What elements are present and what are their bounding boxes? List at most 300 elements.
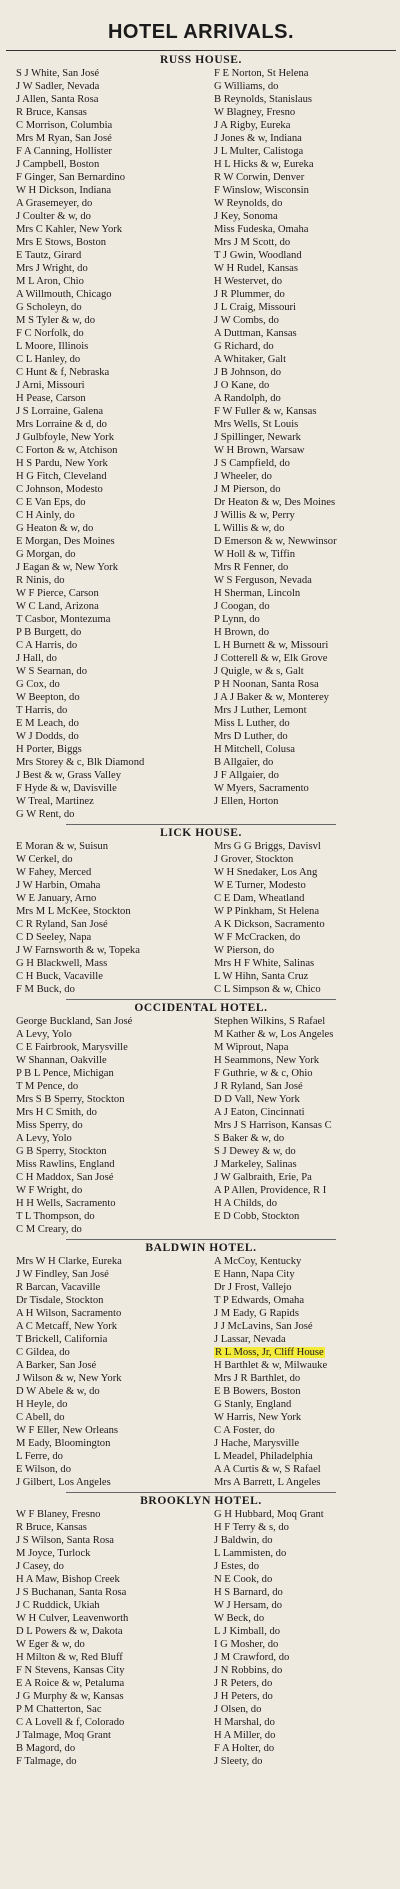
arrival-row — [6, 1268, 396, 1281]
arrival-row — [6, 444, 396, 457]
arrival-right: J Markeley, Salinas — [214, 1159, 297, 1170]
arrival-right: Mrs R Fenner, do — [214, 562, 289, 573]
arrival-row — [6, 1041, 396, 1054]
arrival-right: J M Pierson, do — [214, 484, 281, 495]
arrival-row — [6, 1450, 396, 1463]
arrival-row — [6, 366, 396, 379]
arrival-row — [6, 145, 396, 158]
arrival-row — [6, 1411, 396, 1424]
arrival-left: J Talmage, Moq Grant — [16, 1730, 111, 1741]
arrival-left: J Wilson & w, New York — [16, 1373, 122, 1384]
arrival-row — [6, 1463, 396, 1476]
arrival-row — [6, 743, 396, 756]
arrival-left: Mrs W H Clarke, Eureka — [16, 1256, 122, 1267]
arrival-right: Miss L Luther, do — [214, 718, 290, 729]
arrival-left: J S Buchanan, Santa Rosa — [16, 1587, 127, 1598]
arrival-right: S J Dewey & w, do — [214, 1146, 296, 1157]
arrival-left: J Gilbert, Los Angeles — [16, 1477, 111, 1488]
arrival-left: H S Pardu, New York — [16, 458, 108, 469]
arrival-row — [6, 1521, 396, 1534]
arrival-left: C Gildea, do — [16, 1347, 70, 1358]
arrival-right: J R Ryland, San José — [214, 1081, 303, 1092]
arrival-left: C Morrison, Columbia — [16, 120, 113, 131]
arrival-left: G W Rent, do — [16, 809, 75, 820]
arrival-row — [6, 405, 396, 418]
arrival-left: C D Seeley, Napa — [16, 932, 92, 943]
arrival-row — [6, 197, 396, 210]
arrival-row — [6, 626, 396, 639]
arrival-left: H Porter, Biggs — [16, 744, 82, 755]
arrival-left: A Levy, Yolo — [16, 1029, 72, 1040]
arrival-right: Mrs J M Scott, do — [214, 237, 291, 248]
arrival-row — [6, 470, 396, 483]
arrival-left: J Gulbfoyle, New York — [16, 432, 114, 443]
arrival-left: J Casey, do — [16, 1561, 64, 1572]
arrival-row — [6, 1612, 396, 1625]
highlighted-name: R L Moss, Jr, Cliff House — [215, 1347, 324, 1358]
arrival-left: J S Wilson, Santa Rosa — [16, 1535, 114, 1546]
arrival-right: J Cotterell & w, Elk Grove — [214, 653, 328, 664]
arrival-right: H F Terry & s, do — [214, 1522, 289, 1533]
arrival-left: C E Fairbrook, Marysville — [16, 1042, 128, 1053]
arrival-right: J A Rigby, Eureka — [214, 120, 291, 131]
arrival-right: H Sherman, Lincoln — [214, 588, 301, 599]
arrival-row — [6, 1385, 396, 1398]
arrival-left: M Joyce, Turlock — [16, 1548, 91, 1559]
arrival-left: J W Farnsworth & w, Topeka — [16, 945, 140, 956]
arrival-right: W F McCracken, do — [214, 932, 301, 943]
arrival-row — [6, 678, 396, 691]
arrival-right: W P Pinkham, St Helena — [214, 906, 320, 917]
arrival-row — [6, 853, 396, 866]
arrival-left: J Campbell, Boston — [16, 159, 100, 170]
arrival-right: W Blagney, Fresno — [214, 107, 296, 118]
arrival-left: C A Lovell & f, Colorado — [16, 1717, 125, 1728]
arrival-row — [6, 1664, 396, 1677]
arrival-row — [6, 275, 396, 288]
arrival-row — [6, 1677, 396, 1690]
arrival-row — [6, 613, 396, 626]
arrival-left: Miss Sperry, do — [16, 1120, 83, 1131]
arrival-right: Miss Fudeska, Omaha — [214, 224, 309, 235]
arrival-right: D D Vall, New York — [214, 1094, 300, 1105]
arrival-row — [6, 730, 396, 743]
arrival-left: C A Harris, do — [16, 640, 78, 651]
arrival-left: E Wilson, do — [16, 1464, 71, 1475]
arrival-right: F A Holter, do — [214, 1743, 275, 1754]
arrival-row — [6, 1508, 396, 1521]
section-heading: BALDWIN HOTEL. — [145, 1242, 257, 1254]
hotel-section — [6, 1002, 396, 1236]
arrival-row — [6, 1255, 396, 1268]
arrival-right: L Meadel, Philadelphia — [214, 1451, 313, 1462]
arrival-left: H Pease, Carson — [16, 393, 86, 404]
arrival-left: M S Tyler & w, do — [16, 315, 96, 326]
arrival-row — [6, 171, 396, 184]
arrival-left: C H Maddox, San José — [16, 1172, 114, 1183]
arrival-right: A K Dickson, Sacramento — [214, 919, 325, 930]
arrival-right: J M Eady, G Rapids — [214, 1308, 299, 1319]
arrival-left: Mrs S B Sperry, Stockton — [16, 1094, 125, 1105]
arrival-right: H Brown, do — [214, 627, 270, 638]
arrival-row — [6, 1184, 396, 1197]
arrival-right: Dr J Frost, Vallejo — [214, 1282, 292, 1293]
arrival-left: Mrs M L McKee, Stockton — [16, 906, 131, 917]
arrival-row — [6, 1015, 396, 1028]
section-divider — [66, 999, 336, 1000]
arrival-right: J W Combs, do — [214, 315, 279, 326]
arrival-left: Miss Rawlins, England — [16, 1159, 115, 1170]
arrival-left: L Ferre, do — [16, 1451, 63, 1462]
arrival-row — [6, 1223, 396, 1236]
arrival-right: Stephen Wilkins, S Rafael — [214, 1016, 326, 1027]
arrival-right: J L Craig, Missouri — [214, 302, 297, 313]
arrival-right: J O Kane, do — [214, 380, 270, 391]
arrival-left: J W Harbin, Omaha — [16, 880, 101, 891]
arrival-right: J Grover, Stockton — [214, 854, 294, 865]
arrival-row — [6, 67, 396, 80]
arrival-left: C H Ainly, do — [16, 510, 75, 521]
arrival-left: J Eagan & w, New York — [16, 562, 119, 573]
arrival-right: S Baker & w, do — [214, 1133, 285, 1144]
arrival-left: A H Wilson, Sacramento — [16, 1308, 122, 1319]
arrival-row — [6, 1638, 396, 1651]
arrival-list — [6, 1508, 396, 1768]
arrival-row — [6, 457, 396, 470]
arrival-right: J Ellen, Horton — [214, 796, 279, 807]
arrival-right: Dr Heaton & w, Des Moines — [214, 497, 336, 508]
arrival-left: T Harris, do — [16, 705, 68, 716]
arrival-row — [6, 1534, 396, 1547]
arrival-row — [6, 1755, 396, 1768]
arrival-left: Mrs Lorraine & d, do — [16, 419, 107, 430]
arrival-left: F A Canning, Hollister — [16, 146, 112, 157]
arrival-row — [6, 944, 396, 957]
arrival-row — [6, 431, 396, 444]
arrival-right: Mrs D Luther, do — [214, 731, 288, 742]
arrival-right: J Quigle, w & s, Galt — [214, 666, 304, 677]
arrival-right: G Williams, do — [214, 81, 279, 92]
arrival-row — [6, 184, 396, 197]
arrival-row — [6, 1132, 396, 1145]
arrival-left: Dr Tisdale, Stockton — [16, 1295, 104, 1306]
arrival-row — [6, 704, 396, 717]
arrival-right: G Richard, do — [214, 341, 274, 352]
arrival-row — [6, 1359, 396, 1372]
arrival-right: D Emerson & w, Newwinsor — [214, 536, 337, 547]
arrival-left: C Johnson, Modesto — [16, 484, 103, 495]
arrival-left: E A Roice & w, Petaluma — [16, 1678, 125, 1689]
arrival-row — [6, 158, 396, 171]
arrival-right: J M Crawford, do — [214, 1652, 290, 1663]
arrival-row — [6, 1067, 396, 1080]
arrival-left: L Moore, Illinois — [16, 341, 89, 352]
arrival-left: E Tautz, Girard — [16, 250, 82, 261]
arrival-right: J Estes, do — [214, 1561, 260, 1572]
arrival-left: R Bruce, Kansas — [16, 107, 87, 118]
arrival-row — [6, 210, 396, 223]
arrival-row — [6, 1171, 396, 1184]
arrival-left: W Shannan, Oakville — [16, 1055, 107, 1066]
arrival-right: H Seammons, New York — [214, 1055, 320, 1066]
arrival-row — [6, 106, 396, 119]
arrival-row — [6, 509, 396, 522]
arrival-left: W Treal, Martinez — [16, 796, 94, 807]
arrival-row — [6, 574, 396, 587]
arrival-left: F M Buck, do — [16, 984, 75, 995]
arrival-right: H Mitchell, Colusa — [214, 744, 295, 755]
arrival-right: L Lammisten, do — [214, 1548, 287, 1559]
arrival-row — [6, 1158, 396, 1171]
arrival-left: H Heyle, do — [16, 1399, 68, 1410]
arrival-list — [6, 1015, 396, 1236]
arrival-right: J A J Baker & w, Monterey — [214, 692, 329, 703]
arrival-right: E B Bowers, Boston — [214, 1386, 301, 1397]
arrival-left: P B L Pence, Michigan — [16, 1068, 114, 1079]
arrival-row — [6, 866, 396, 879]
arrival-right: J B Johnson, do — [214, 367, 282, 378]
arrival-left: G Cox, do — [16, 679, 60, 690]
arrival-right: J H Peters, do — [214, 1691, 273, 1702]
arrival-row — [6, 93, 396, 106]
arrival-row — [6, 1437, 396, 1450]
arrival-right: B Allgaier, do — [214, 757, 274, 768]
arrival-row — [6, 983, 396, 996]
arrival-left: W F Eller, New Orleans — [16, 1425, 119, 1436]
arrival-left: T M Pence, do — [16, 1081, 79, 1092]
arrival-left: W Beepton, do — [16, 692, 80, 703]
arrival-left: W H Dickson, Indiana — [16, 185, 112, 196]
arrival-left: Mrs J Wright, do — [16, 263, 88, 274]
arrival-row — [6, 1560, 396, 1573]
arrival-left: H G Fitch, Cleveland — [16, 471, 107, 482]
arrival-left: C Abell, do — [16, 1412, 65, 1423]
arrival-right: F W Fuller & w, Kansas — [214, 406, 317, 417]
arrival-row — [6, 1106, 396, 1119]
title-rule — [6, 50, 396, 51]
arrival-row — [6, 353, 396, 366]
section-divider — [66, 824, 336, 825]
arrival-left: J S Lorraine, Galena — [16, 406, 104, 417]
arrival-right: J R Plummer, do — [214, 289, 285, 300]
arrival-row — [6, 561, 396, 574]
arrival-right: P H Noonan, Santa Rosa — [214, 679, 319, 690]
arrival-right: H L Hicks & w, Eureka — [214, 159, 314, 170]
arrival-row — [6, 1573, 396, 1586]
arrival-left: G B Sperry, Stockton — [16, 1146, 107, 1157]
arrival-right: E Hann, Napa City — [214, 1269, 295, 1280]
arrival-right: A Whitaker, Galt — [214, 354, 287, 365]
arrival-row — [6, 1599, 396, 1612]
arrival-row — [6, 327, 396, 340]
arrival-row — [6, 600, 396, 613]
hotel-section — [6, 1495, 396, 1768]
arrival-left: W H Culver, Leavenworth — [16, 1613, 129, 1624]
arrival-left: A Willmouth, Chicago — [16, 289, 112, 300]
arrival-right: J N Robbins, do — [214, 1665, 283, 1676]
arrival-left: J Coulter & w, do — [16, 211, 91, 222]
arrival-left: A C Metcaff, New York — [16, 1321, 118, 1332]
arrival-left: A Grasemeyer, do — [16, 198, 93, 209]
arrival-row — [6, 119, 396, 132]
arrival-left: W C Land, Arizona — [16, 601, 99, 612]
arrival-right: T P Edwards, Omaha — [214, 1295, 305, 1306]
arrival-left: J W Findley, San José — [16, 1269, 109, 1280]
arrival-left: Mrs H C Smith, do — [16, 1107, 97, 1118]
arrival-left: R Barcan, Vacaville — [16, 1282, 101, 1293]
arrival-row — [6, 1333, 396, 1346]
arrival-right: F E Norton, St Helena — [214, 68, 309, 79]
arrival-right: J J McLavins, San José — [214, 1321, 313, 1332]
arrival-row — [6, 691, 396, 704]
arrival-left: C R Ryland, San José — [16, 919, 108, 930]
arrival-left: J Allen, Santa Rosa — [16, 94, 99, 105]
arrival-row — [6, 1424, 396, 1437]
arrival-left: W Fahey, Merced — [16, 867, 92, 878]
arrival-right: G H Hubbard, Moq Grant — [214, 1509, 324, 1520]
arrival-left: Mrs E Stows, Boston — [16, 237, 107, 248]
arrival-row — [6, 652, 396, 665]
arrival-left: George Buckland, San José — [16, 1016, 133, 1027]
arrival-left: E Morgan, Des Moines — [16, 536, 115, 547]
arrival-right: H Marshal, do — [214, 1717, 275, 1728]
arrival-left: Mrs Storey & c, Blk Diamond — [16, 757, 145, 768]
arrival-right: A A Curtis & w, S Rafael — [214, 1464, 321, 1475]
arrival-left: W Cerkel, do — [16, 854, 73, 865]
arrival-left: W J Dodds, do — [16, 731, 79, 742]
arrival-right: P Lynn, do — [214, 614, 260, 625]
arrival-right: W Harris, New York — [214, 1412, 302, 1423]
arrival-row — [6, 1651, 396, 1664]
arrival-left: J Hall, do — [16, 653, 57, 664]
arrival-left: G H Blackwell, Mass — [16, 958, 108, 969]
arrival-row — [6, 892, 396, 905]
arrival-row — [6, 1690, 396, 1703]
arrival-right: Mrs Wells, St Louis — [214, 419, 299, 430]
arrival-left: H Milton & w, Red Bluff — [16, 1652, 123, 1663]
arrival-right: J Coogan, do — [214, 601, 270, 612]
arrival-row — [6, 1294, 396, 1307]
hotel-section — [6, 1242, 396, 1489]
arrival-left: D W Abele & w, do — [16, 1386, 100, 1397]
arrival-row — [6, 1145, 396, 1158]
arrival-right: W H Rudel, Kansas — [214, 263, 298, 274]
arrival-left: B Magord, do — [16, 1743, 76, 1754]
arrival-left: T Casbor, Montezuma — [16, 614, 111, 625]
arrival-row — [6, 249, 396, 262]
arrival-row — [6, 905, 396, 918]
arrival-right: J L Multer, Calistoga — [214, 146, 304, 157]
arrival-right: L H Burnett & w, Missouri — [214, 640, 329, 651]
arrival-right: J W Galbraith, Erie, Pa — [214, 1172, 312, 1183]
arrival-left: C Forton & w, Atchison — [16, 445, 118, 456]
arrival-row — [6, 483, 396, 496]
arrival-right: W Holl & w, Tiffin — [214, 549, 296, 560]
arrival-right: H S Barnard, do — [214, 1587, 283, 1598]
arrival-row — [6, 314, 396, 327]
arrival-right: W J Hersam, do — [214, 1600, 283, 1611]
arrival-right: C L Simpson & w, Chico — [214, 984, 321, 995]
arrival-row — [6, 782, 396, 795]
arrival-right: A J Eaton, Cincinnati — [214, 1107, 305, 1118]
arrival-left: D L Powers & w, Dakota — [16, 1626, 123, 1637]
arrival-left: F Hyde & w, Davisville — [16, 783, 117, 794]
arrival-row — [6, 80, 396, 93]
arrival-row — [6, 957, 396, 970]
arrival-row — [6, 970, 396, 983]
arrival-right: L W Hihn, Santa Cruz — [214, 971, 309, 982]
arrival-row — [6, 1729, 396, 1742]
arrival-right: Mrs J S Harrison, Kansas C — [214, 1120, 332, 1131]
arrival-right: J Wheeler, do — [214, 471, 272, 482]
arrival-right: W S Ferguson, Nevada — [214, 575, 312, 586]
arrival-left: J Arni, Missouri — [16, 380, 85, 391]
arrival-left: W S Searnan, do — [16, 666, 88, 677]
arrival-row — [6, 795, 396, 808]
arrival-row — [6, 1320, 396, 1333]
arrival-row — [6, 1197, 396, 1210]
arrival-right: N E Cook, do — [214, 1574, 273, 1585]
arrival-right — [206, 808, 396, 821]
arrival-row — [6, 1586, 396, 1599]
arrival-left: W E January, Arno — [16, 893, 97, 904]
arrival-left: C H Buck, Vacaville — [16, 971, 103, 982]
arrival-row — [6, 301, 396, 314]
arrival-row — [6, 1476, 396, 1489]
arrival-row — [6, 262, 396, 275]
arrival-left: J G Murphy & w, Kansas — [16, 1691, 124, 1702]
arrival-right: A McCoy, Kentucky — [214, 1256, 302, 1267]
arrival-row — [6, 340, 396, 353]
arrival-row — [6, 1119, 396, 1132]
arrival-row — [6, 496, 396, 509]
arrival-left: G Heaton & w, do — [16, 523, 94, 534]
arrival-row — [6, 769, 396, 782]
arrival-right: J Jones & w, Indiana — [214, 133, 302, 144]
arrival-row — [6, 1703, 396, 1716]
arrival-left: C E Van Eps, do — [16, 497, 86, 508]
arrival-right: Mrs A Barrett, L Angeles — [214, 1477, 321, 1488]
arrival-right: J Spillinger, Newark — [214, 432, 301, 443]
arrival-row — [6, 639, 396, 652]
arrival-row — [6, 535, 396, 548]
arrival-row — [6, 548, 396, 561]
arrival-right: Mrs H F White, Salinas — [214, 958, 315, 969]
arrival-right: W H Brown, Warsaw — [214, 445, 305, 456]
arrival-row — [6, 1210, 396, 1223]
arrival-row — [6, 1625, 396, 1638]
arrival-row — [6, 1716, 396, 1729]
arrival-right: M Kather & w, Los Angeles — [214, 1029, 334, 1040]
arrival-left: E M Leach, do — [16, 718, 79, 729]
arrival-row — [6, 840, 396, 853]
arrival-right: C A Foster, do — [214, 1425, 275, 1436]
arrival-row — [6, 1398, 396, 1411]
arrival-row — [6, 931, 396, 944]
arrival-left: W F Blaney, Fresno — [16, 1509, 101, 1520]
page-title: HOTEL ARRIVALS. — [107, 21, 295, 43]
arrival-right: R W Corwin, Denver — [214, 172, 305, 183]
arrival-left: C Hunt & f, Nebraska — [16, 367, 110, 378]
arrival-right: L Willis & w, do — [214, 523, 285, 534]
arrival-left: G Scholeyn, do — [16, 302, 82, 313]
section-heading: LICK HOUSE. — [159, 827, 242, 839]
arrival-right: L J Kimball, do — [214, 1626, 281, 1637]
arrival-row — [6, 522, 396, 535]
arrival-left: M L Aron, Chio — [16, 276, 84, 287]
arrival-right: W Reynolds, do — [214, 198, 283, 209]
arrival-row — [6, 1093, 396, 1106]
